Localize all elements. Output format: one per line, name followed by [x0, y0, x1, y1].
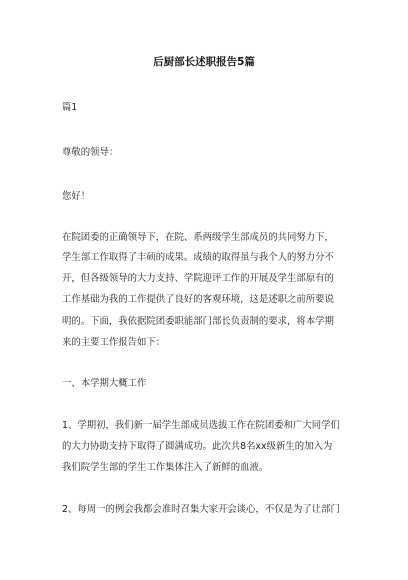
list-item-line: 2、每周一的例会我都会准时召集大家开会谈心，不仅是为了让部门 [62, 504, 340, 515]
section-label: 篇1 [62, 102, 78, 113]
greeting: 您好！ [62, 191, 91, 202]
salutation: 尊敬的领导： [62, 147, 119, 158]
paragraph-line: 工作基础为我的工作提供了良好的客观环境，这是述职之前所要说 [62, 294, 334, 305]
list-item-line: 的大力协助支持下取得了圆满成功。此次共8名xx级新生的加入为 [62, 441, 333, 452]
paragraph-line: 来的主要工作报告如下： [62, 337, 166, 348]
paragraph-line: 明的。下面，我依据院团委职能部门部长负责制的要求，将本学期 [62, 316, 334, 327]
paragraph-line: 在院团委的正确领导下，在院、系两级学生部成员的共同努力下， [62, 232, 334, 243]
list-item-line: 我们院学生部的学生工作集体注入了新鲜的血液。 [62, 462, 269, 473]
section-heading: 一、本学期大概工作 [62, 378, 147, 389]
document-title: 后厨部长述职报告5篇 [153, 56, 255, 68]
paragraph-line: 学生部工作取得了丰硕的成果。成绩的取得虽与我个人的努力分不 [62, 252, 334, 263]
paragraph-line: 开，但各级领导的大力支持、学院迎评工作的开展及学生部原有的 [62, 273, 334, 284]
list-item-line: 1、学期初，我们新一届学生部成员选拔工作在院团委和广大同学们 [62, 420, 340, 431]
